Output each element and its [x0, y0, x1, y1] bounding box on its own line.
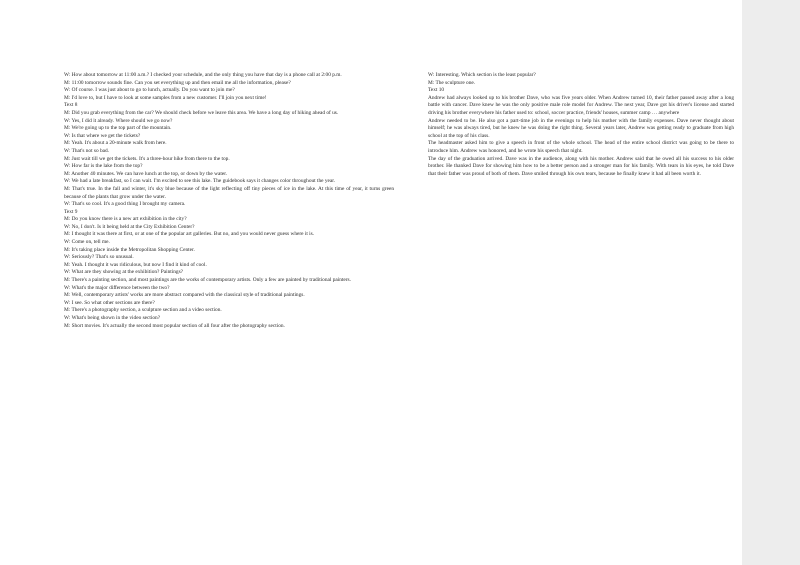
paragraph: W: Seriously? That's so unusual. [64, 254, 134, 261]
paragraph: W: I see. So what other sections are there? [64, 299, 155, 306]
paragraph: M: Well, contemporary artists' works are more abstract compared with the classical style of traditional paintings. [64, 292, 305, 299]
paragraph: M: Do you know there is a new art exhibition in the city? [64, 216, 187, 223]
left-text-column [64, 72, 394, 330]
paragraph: Andrew had always looked up to his brother Dave, who was five years older. When Andrew turned 10, their father passed away after a long battle with cancer. Dave knew he was the only positive male role model for Andrew. The next year, Dave got his driver's license and started driving his brother everywhere his father used to: school, soccer practice, friends' houses, summer camp … anywhere [428, 94, 734, 116]
paragraph: M: That's true. In the fall and winter, it's sky blue because of the light reflecting off tiny pieces of ice in the lake. At this time of year, it turns green because of the plants that grow under the water. [64, 185, 394, 200]
paragraph: W: How far is the lake from the top? [64, 163, 143, 170]
paragraph: M: Yeah. I thought it was ridiculous, but now I find it kind of cool. [64, 261, 207, 268]
paragraph: W: Interesting. Which section is the least popular? [428, 72, 536, 78]
paragraph: W: No, I don't. Is it being held at the City Exhibition Center? [64, 223, 195, 230]
section-heading-text-9: Text 9 [64, 208, 78, 215]
paragraph: M: We're going up to the top part of the mountain. [64, 125, 172, 132]
paragraph: M: There's a painting section, and most paintings are the works of contemporary artists. Only a few are painted by traditional painters. [64, 277, 351, 284]
paragraph: W: Yes, I did it already. Where should we go now? [64, 117, 173, 124]
right-text-column [428, 72, 734, 178]
paragraph: W: That's so cool. It's a good thing I brought my camera. [64, 201, 186, 208]
paragraph: M: Did you grab everything from the car? We should check before we leave this area. We have a long day of hiking ahead of us. [64, 109, 339, 116]
paragraph: W: Come on, tell me. [64, 239, 110, 246]
paragraph: The day of the graduation arrived. Dave was in the audience, along with his mother. Andrew said that he owed all his success to his older brother. He thanked Dave for showing him how to be a better person and a stronger man for his family. With tears in his eyes, he told Dave that their father was proud of both of them. Dave smiled through his own tears, because he finally knew it had all been worth it. [428, 155, 734, 177]
paragraph: W: Of course. I was just about to go to lunch, actually. Do you want to join me? [64, 87, 235, 94]
paragraph: M: Another 40 minutes. We can have lunch at the top, or down by the water. [64, 170, 228, 177]
paragraph: M: Short movies. It's actually the second most popular section of all four after the photography section. [64, 322, 285, 329]
paragraph: M: Yeah. It's about a 20-minute walk from here. [64, 140, 167, 147]
paragraph: W: What are they showing at the exhibition? Paintings? [64, 269, 184, 276]
section-heading-text-8: Text 8 [64, 102, 78, 109]
viewer-background [742, 0, 800, 565]
paragraph: W: What's the major difference between the two? [64, 284, 170, 291]
paragraph: M: Just wait till we get the tickets. It's a three-hour hike from there to the top. [64, 155, 230, 162]
paragraph: The headmaster asked him to give a speech in front of the whole school. The head of the entire school district was going to be there to introduce him. Andrew was honored, and he wrote his speech that night. [428, 140, 734, 154]
paragraph: W: We had a late breakfast, so I can wait. I'm excited to see this lake. The guidebook says it changes color throughout the year. [64, 178, 336, 185]
paragraph: M: I thought it was there at first, or at one of the popular art galleries. But no, and you would never guess where it is. [64, 231, 315, 238]
paragraph: M: It's taking place inside the Metropolitan Shopping Center. [64, 246, 195, 253]
paragraph: W: How about tomorrow at 11:00 a.m.? I checked your schedule, and the only thing you have that day is a phone call at 2:00 p.m. [64, 72, 342, 78]
paragraph: W: That's not so bad. [64, 147, 110, 154]
paragraph: M: The sculpture one. [428, 79, 476, 86]
section-heading-text-10: Text 10 [428, 87, 445, 94]
paragraph: M: 11:00 tomorrow sounds fine. Can you set everything up and then email me all the information, please? [64, 79, 291, 86]
paragraph: W: Is that where we get the tickets? [64, 132, 141, 139]
paragraph: Andrew needed to be. He also got a part-time job in the evenings to help his mother with the family expenses. Dave never thought about himself; he was always tired, but he knew he was doing the right thing. Several years later, Andrew was getting ready to graduate from high school at the top of his class. [428, 117, 734, 139]
paragraph: M: There's a photography section, a sculpture section and a video section. [64, 307, 222, 314]
paragraph: W: What's being shown in the video section? [64, 315, 161, 321]
paragraph: M: I'd love to, but I have to look at some samples from a new customer. I'll join you next time! [64, 94, 267, 101]
